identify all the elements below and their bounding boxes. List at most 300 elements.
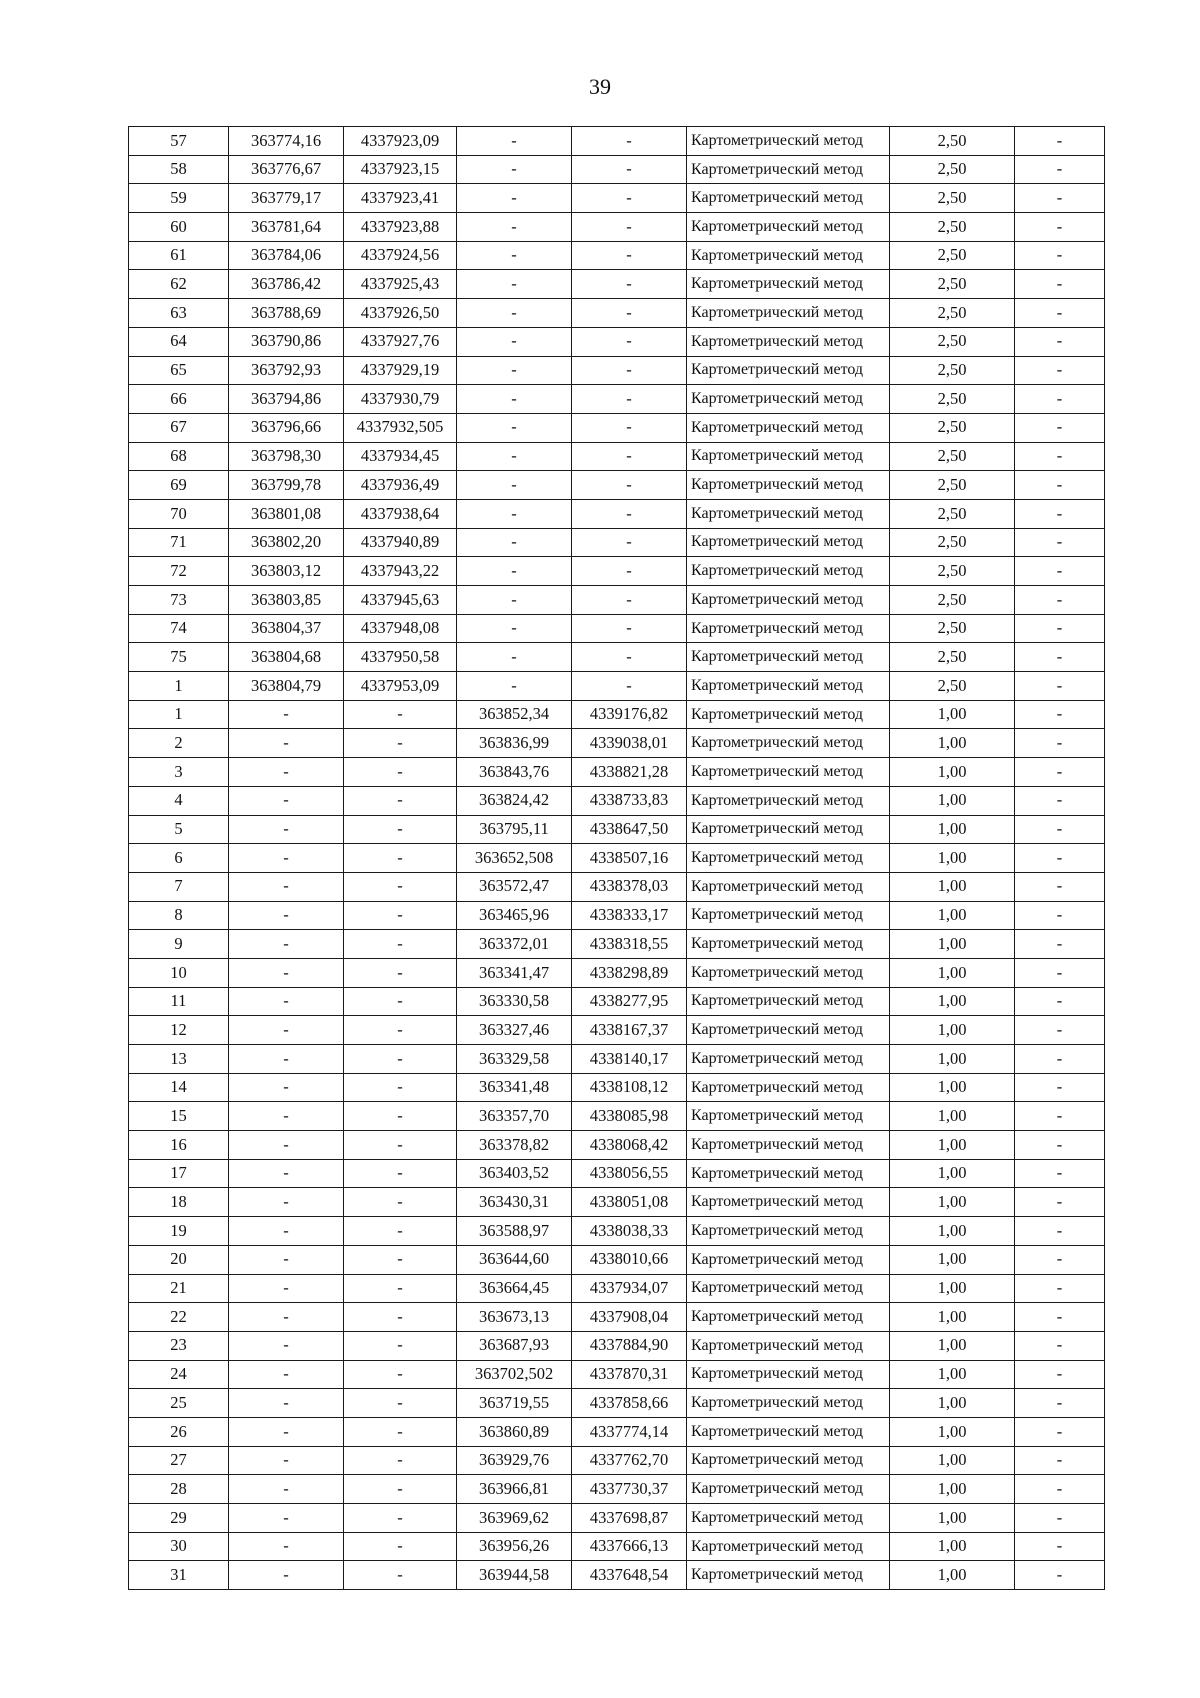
cell-old-x: - (229, 1475, 344, 1504)
cell-point-number: 69 (129, 471, 229, 500)
cell-old-y: 4337926,50 (344, 299, 457, 328)
cell-old-x: - (229, 1188, 344, 1217)
cell-method: Картометрический метод (687, 1360, 890, 1389)
cell-old-y: 4337948,08 (344, 614, 457, 643)
cell-new-y: 4338378,03 (572, 872, 687, 901)
cell-radius: - (1015, 729, 1105, 758)
cell-new-x: - (457, 643, 572, 672)
cell-old-x: - (229, 1073, 344, 1102)
cell-new-x: 363329,58 (457, 1045, 572, 1074)
cell-accuracy: 1,00 (890, 1159, 1015, 1188)
cell-radius: - (1015, 327, 1105, 356)
cell-new-y: 4339038,01 (572, 729, 687, 758)
cell-method: Картометрический метод (687, 356, 890, 385)
cell-old-y: 4337930,79 (344, 385, 457, 414)
table-row (129, 1532, 1105, 1561)
cell-radius: - (1015, 758, 1105, 787)
cell-radius: - (1015, 700, 1105, 729)
table-row (129, 1389, 1105, 1418)
cell-point-number: 70 (129, 499, 229, 528)
cell-old-x: - (229, 1561, 344, 1590)
cell-accuracy: 1,00 (890, 1188, 1015, 1217)
cell-old-x: - (229, 758, 344, 787)
cell-accuracy: 2,50 (890, 299, 1015, 328)
cell-new-x: 363341,47 (457, 958, 572, 987)
cell-new-x: 363824,42 (457, 786, 572, 815)
cell-old-y: - (344, 930, 457, 959)
page-number: 39 (589, 74, 611, 99)
cell-old-x: - (229, 1245, 344, 1274)
cell-point-number: 31 (129, 1561, 229, 1590)
cell-radius: - (1015, 844, 1105, 873)
cell-method: Картометрический метод (687, 1303, 890, 1332)
cell-point-number: 58 (129, 155, 229, 184)
cell-new-y: - (572, 299, 687, 328)
cell-new-y: 4337648,54 (572, 1561, 687, 1590)
cell-method: Картометрический метод (687, 1561, 890, 1590)
cell-accuracy: 1,00 (890, 1532, 1015, 1561)
cell-new-y: 4338821,28 (572, 758, 687, 787)
cell-new-y: 4338085,98 (572, 1102, 687, 1131)
cell-new-y: 4338333,17 (572, 901, 687, 930)
cell-radius: - (1015, 1188, 1105, 1217)
cell-point-number: 66 (129, 385, 229, 414)
cell-method: Картометрический метод (687, 1016, 890, 1045)
cell-radius: - (1015, 1245, 1105, 1274)
cell-old-x: 363786,42 (229, 270, 344, 299)
cell-point-number: 73 (129, 586, 229, 615)
cell-old-x: - (229, 1389, 344, 1418)
cell-old-x: - (229, 1102, 344, 1131)
cell-accuracy: 2,50 (890, 586, 1015, 615)
cell-old-y: - (344, 758, 457, 787)
table-row (129, 356, 1105, 385)
cell-new-y: 4337908,04 (572, 1303, 687, 1332)
cell-old-x: - (229, 844, 344, 873)
cell-new-x: - (457, 442, 572, 471)
cell-old-y: - (344, 1159, 457, 1188)
cell-point-number: 24 (129, 1360, 229, 1389)
cell-old-y: - (344, 1360, 457, 1389)
cell-new-x: - (457, 241, 572, 270)
cell-radius: - (1015, 499, 1105, 528)
cell-accuracy: 1,00 (890, 1131, 1015, 1160)
cell-point-number: 8 (129, 901, 229, 930)
cell-new-x: 363969,62 (457, 1504, 572, 1533)
cell-accuracy: 2,50 (890, 614, 1015, 643)
cell-new-x: 363687,93 (457, 1331, 572, 1360)
cell-method: Картометрический метод (687, 1331, 890, 1360)
cell-new-x: - (457, 672, 572, 701)
cell-radius: - (1015, 1504, 1105, 1533)
cell-radius: - (1015, 442, 1105, 471)
cell-old-x: - (229, 700, 344, 729)
cell-method: Картометрический метод (687, 213, 890, 242)
table-row (129, 614, 1105, 643)
cell-old-y: - (344, 987, 457, 1016)
cell-old-x: - (229, 958, 344, 987)
cell-accuracy: 1,00 (890, 1331, 1015, 1360)
cell-old-y: 4337923,15 (344, 155, 457, 184)
cell-new-x: - (457, 184, 572, 213)
cell-old-y: 4337923,41 (344, 184, 457, 213)
cell-old-x: 363781,64 (229, 213, 344, 242)
cell-new-y: - (572, 327, 687, 356)
cell-old-x: 363794,86 (229, 385, 344, 414)
cell-radius: - (1015, 385, 1105, 414)
cell-new-y: 4337762,70 (572, 1446, 687, 1475)
table-row (129, 758, 1105, 787)
table-row (129, 557, 1105, 586)
cell-accuracy: 1,00 (890, 1274, 1015, 1303)
cell-point-number: 61 (129, 241, 229, 270)
cell-method: Картометрический метод (687, 1045, 890, 1074)
table-row (129, 184, 1105, 213)
cell-point-number: 62 (129, 270, 229, 299)
cell-old-x: 363803,12 (229, 557, 344, 586)
cell-accuracy: 1,00 (890, 700, 1015, 729)
cell-old-y: - (344, 1561, 457, 1590)
cell-accuracy: 2,50 (890, 127, 1015, 156)
cell-accuracy: 2,50 (890, 557, 1015, 586)
cell-radius: - (1015, 1561, 1105, 1590)
cell-accuracy: 2,50 (890, 327, 1015, 356)
cell-old-x: 363804,68 (229, 643, 344, 672)
cell-new-x: 363944,58 (457, 1561, 572, 1590)
cell-new-y: 4339176,82 (572, 700, 687, 729)
cell-new-y: 4338298,89 (572, 958, 687, 987)
cell-method: Картометрический метод (687, 1217, 890, 1246)
cell-old-x: - (229, 1274, 344, 1303)
cell-new-y: - (572, 672, 687, 701)
cell-new-x: 363795,11 (457, 815, 572, 844)
cell-old-x: 363803,85 (229, 586, 344, 615)
cell-accuracy: 2,50 (890, 643, 1015, 672)
table-row (129, 1045, 1105, 1074)
cell-method: Картометрический метод (687, 557, 890, 586)
cell-method: Картометрический метод (687, 1131, 890, 1160)
cell-accuracy: 1,00 (890, 901, 1015, 930)
cell-old-y: - (344, 1475, 457, 1504)
cell-old-x: 363804,37 (229, 614, 344, 643)
cell-accuracy: 1,00 (890, 729, 1015, 758)
cell-point-number: 75 (129, 643, 229, 672)
cell-radius: - (1015, 127, 1105, 156)
cell-old-x: 363799,78 (229, 471, 344, 500)
cell-old-x: 363802,20 (229, 528, 344, 557)
cell-accuracy: 2,50 (890, 528, 1015, 557)
cell-radius: - (1015, 356, 1105, 385)
cell-method: Картометрический метод (687, 815, 890, 844)
cell-old-x: - (229, 987, 344, 1016)
cell-radius: - (1015, 528, 1105, 557)
cell-radius: - (1015, 1446, 1105, 1475)
table-row (129, 729, 1105, 758)
cell-new-x: - (457, 413, 572, 442)
table-row (129, 844, 1105, 873)
cell-point-number: 12 (129, 1016, 229, 1045)
cell-point-number: 26 (129, 1417, 229, 1446)
cell-accuracy: 1,00 (890, 1217, 1015, 1246)
cell-accuracy: 1,00 (890, 786, 1015, 815)
cell-new-y: - (572, 614, 687, 643)
cell-method: Картометрический метод (687, 1274, 890, 1303)
cell-new-y: 4338068,42 (572, 1131, 687, 1160)
cell-point-number: 14 (129, 1073, 229, 1102)
cell-new-x: - (457, 586, 572, 615)
table-row (129, 815, 1105, 844)
cell-point-number: 29 (129, 1504, 229, 1533)
cell-old-y: - (344, 844, 457, 873)
cell-old-y: 4337936,49 (344, 471, 457, 500)
cell-old-x: - (229, 930, 344, 959)
cell-new-x: - (457, 557, 572, 586)
table-row (129, 1504, 1105, 1533)
cell-new-x: 363664,45 (457, 1274, 572, 1303)
cell-old-x: - (229, 1217, 344, 1246)
cell-old-y: 4337927,76 (344, 327, 457, 356)
cell-new-y: 4337934,07 (572, 1274, 687, 1303)
cell-radius: - (1015, 1532, 1105, 1561)
table-row (129, 1245, 1105, 1274)
cell-new-y: - (572, 528, 687, 557)
cell-radius: - (1015, 987, 1105, 1016)
cell-accuracy: 2,50 (890, 270, 1015, 299)
cell-old-x: - (229, 729, 344, 758)
table-row (129, 385, 1105, 414)
table-row (129, 672, 1105, 701)
cell-old-y: 4337934,45 (344, 442, 457, 471)
cell-radius: - (1015, 1102, 1105, 1131)
cell-method: Картометрический метод (687, 1102, 890, 1131)
cell-old-x: - (229, 786, 344, 815)
cell-radius: - (1015, 1159, 1105, 1188)
table-row (129, 327, 1105, 356)
cell-old-y: 4337924,56 (344, 241, 457, 270)
cell-new-y: - (572, 557, 687, 586)
cell-new-y: 4338277,95 (572, 987, 687, 1016)
cell-old-x: - (229, 1045, 344, 1074)
cell-old-x: - (229, 872, 344, 901)
table-row (129, 1217, 1105, 1246)
cell-method: Картометрический метод (687, 528, 890, 557)
cell-radius: - (1015, 786, 1105, 815)
cell-accuracy: 1,00 (890, 815, 1015, 844)
cell-old-y: - (344, 901, 457, 930)
cell-old-x: - (229, 1159, 344, 1188)
cell-point-number: 16 (129, 1131, 229, 1160)
cell-old-x: - (229, 1360, 344, 1389)
cell-new-x: 363956,26 (457, 1532, 572, 1561)
cell-new-x: - (457, 213, 572, 242)
cell-new-y: 4337858,66 (572, 1389, 687, 1418)
cell-old-y: 4337938,64 (344, 499, 457, 528)
cell-new-y: - (572, 385, 687, 414)
table-row (129, 1475, 1105, 1504)
table-row (129, 471, 1105, 500)
table-row (129, 1016, 1105, 1045)
table-row (129, 413, 1105, 442)
cell-new-x: 363572,47 (457, 872, 572, 901)
cell-old-x: - (229, 1331, 344, 1360)
cell-radius: - (1015, 1016, 1105, 1045)
table-row (129, 786, 1105, 815)
cell-old-x: 363792,93 (229, 356, 344, 385)
cell-old-y: - (344, 1073, 457, 1102)
cell-old-y: 4337945,63 (344, 586, 457, 615)
cell-point-number: 10 (129, 958, 229, 987)
cell-method: Картометрический метод (687, 758, 890, 787)
cell-new-x: 363341,48 (457, 1073, 572, 1102)
cell-accuracy: 1,00 (890, 844, 1015, 873)
cell-old-x: 363790,86 (229, 327, 344, 356)
table-row (129, 700, 1105, 729)
cell-new-x: - (457, 471, 572, 500)
cell-radius: - (1015, 1274, 1105, 1303)
cell-new-y: - (572, 471, 687, 500)
cell-new-x: - (457, 385, 572, 414)
cell-new-y: - (572, 643, 687, 672)
cell-point-number: 7 (129, 872, 229, 901)
cell-accuracy: 2,50 (890, 213, 1015, 242)
cell-method: Картометрический метод (687, 413, 890, 442)
cell-old-y: - (344, 786, 457, 815)
cell-accuracy: 1,00 (890, 1102, 1015, 1131)
cell-method: Картометрический метод (687, 1532, 890, 1561)
cell-accuracy: 1,00 (890, 1504, 1015, 1533)
cell-old-y: - (344, 1417, 457, 1446)
cell-accuracy: 1,00 (890, 872, 1015, 901)
cell-new-y: 4338051,08 (572, 1188, 687, 1217)
table-row (129, 442, 1105, 471)
cell-accuracy: 1,00 (890, 1073, 1015, 1102)
cell-new-y: 4337870,31 (572, 1360, 687, 1389)
cell-new-x: 363327,46 (457, 1016, 572, 1045)
cell-accuracy: 1,00 (890, 1360, 1015, 1389)
table-row (129, 1303, 1105, 1332)
cell-new-y: 4338038,33 (572, 1217, 687, 1246)
cell-radius: - (1015, 872, 1105, 901)
table-row (129, 213, 1105, 242)
cell-radius: - (1015, 1331, 1105, 1360)
cell-old-y: - (344, 1102, 457, 1131)
cell-old-x: - (229, 1016, 344, 1045)
cell-old-x: 363801,08 (229, 499, 344, 528)
cell-new-y: - (572, 442, 687, 471)
table-row (129, 299, 1105, 328)
cell-old-y: - (344, 1188, 457, 1217)
table-row (129, 1274, 1105, 1303)
cell-radius: - (1015, 471, 1105, 500)
cell-new-x: 363330,58 (457, 987, 572, 1016)
cell-point-number: 18 (129, 1188, 229, 1217)
cell-radius: - (1015, 1045, 1105, 1074)
cell-point-number: 68 (129, 442, 229, 471)
cell-method: Картометрический метод (687, 155, 890, 184)
cell-point-number: 3 (129, 758, 229, 787)
cell-old-y: 4337950,58 (344, 643, 457, 672)
cell-new-x: 363644,60 (457, 1245, 572, 1274)
cell-old-y: - (344, 872, 457, 901)
cell-old-y: 4337953,09 (344, 672, 457, 701)
cell-radius: - (1015, 241, 1105, 270)
cell-accuracy: 1,00 (890, 1561, 1015, 1590)
cell-accuracy: 2,50 (890, 471, 1015, 500)
cell-radius: - (1015, 643, 1105, 672)
cell-method: Картометрический метод (687, 327, 890, 356)
cell-method: Картометрический метод (687, 643, 890, 672)
cell-point-number: 17 (129, 1159, 229, 1188)
cell-method: Картометрический метод (687, 299, 890, 328)
cell-radius: - (1015, 614, 1105, 643)
cell-accuracy: 2,50 (890, 241, 1015, 270)
cell-new-x: - (457, 155, 572, 184)
cell-method: Картометрический метод (687, 1389, 890, 1418)
cell-radius: - (1015, 1303, 1105, 1332)
cell-method: Картометрический метод (687, 586, 890, 615)
cell-new-y: 4337666,13 (572, 1532, 687, 1561)
cell-old-y: 4337929,19 (344, 356, 457, 385)
cell-method: Картометрический метод (687, 184, 890, 213)
cell-new-y: 4337774,14 (572, 1417, 687, 1446)
cell-new-y: 4338507,16 (572, 844, 687, 873)
cell-old-y: - (344, 1532, 457, 1561)
cell-method: Картометрический метод (687, 241, 890, 270)
cell-radius: - (1015, 930, 1105, 959)
table-row (129, 958, 1105, 987)
cell-point-number: 19 (129, 1217, 229, 1246)
cell-point-number: 22 (129, 1303, 229, 1332)
cell-new-y: - (572, 155, 687, 184)
cell-point-number: 60 (129, 213, 229, 242)
cell-method: Картометрический метод (687, 844, 890, 873)
cell-new-x: - (457, 356, 572, 385)
cell-point-number: 4 (129, 786, 229, 815)
table-row (129, 270, 1105, 299)
table-row (129, 241, 1105, 270)
cell-new-y: 4338108,12 (572, 1073, 687, 1102)
cell-method: Картометрический метод (687, 786, 890, 815)
cell-point-number: 59 (129, 184, 229, 213)
cell-new-y: - (572, 586, 687, 615)
cell-method: Картометрический метод (687, 872, 890, 901)
cell-old-x: 363784,06 (229, 241, 344, 270)
cell-point-number: 28 (129, 1475, 229, 1504)
table-row (129, 1131, 1105, 1160)
cell-method: Картометрический метод (687, 1417, 890, 1446)
cell-point-number: 25 (129, 1389, 229, 1418)
cell-old-x: - (229, 1504, 344, 1533)
cell-old-y: - (344, 1016, 457, 1045)
cell-point-number: 5 (129, 815, 229, 844)
cell-old-x: - (229, 815, 344, 844)
cell-old-y: - (344, 1504, 457, 1533)
cell-new-x: 363843,76 (457, 758, 572, 787)
cell-new-x: - (457, 528, 572, 557)
cell-radius: - (1015, 557, 1105, 586)
cell-new-x: - (457, 299, 572, 328)
cell-new-y: 4337730,37 (572, 1475, 687, 1504)
cell-old-x: 363779,17 (229, 184, 344, 213)
cell-accuracy: 1,00 (890, 958, 1015, 987)
cell-old-x: - (229, 901, 344, 930)
cell-radius: - (1015, 1360, 1105, 1389)
cell-new-x: 363852,34 (457, 700, 572, 729)
cell-method: Картометрический метод (687, 901, 890, 930)
cell-new-x: 363372,01 (457, 930, 572, 959)
cell-old-y: 4337932,505 (344, 413, 457, 442)
cell-point-number: 57 (129, 127, 229, 156)
